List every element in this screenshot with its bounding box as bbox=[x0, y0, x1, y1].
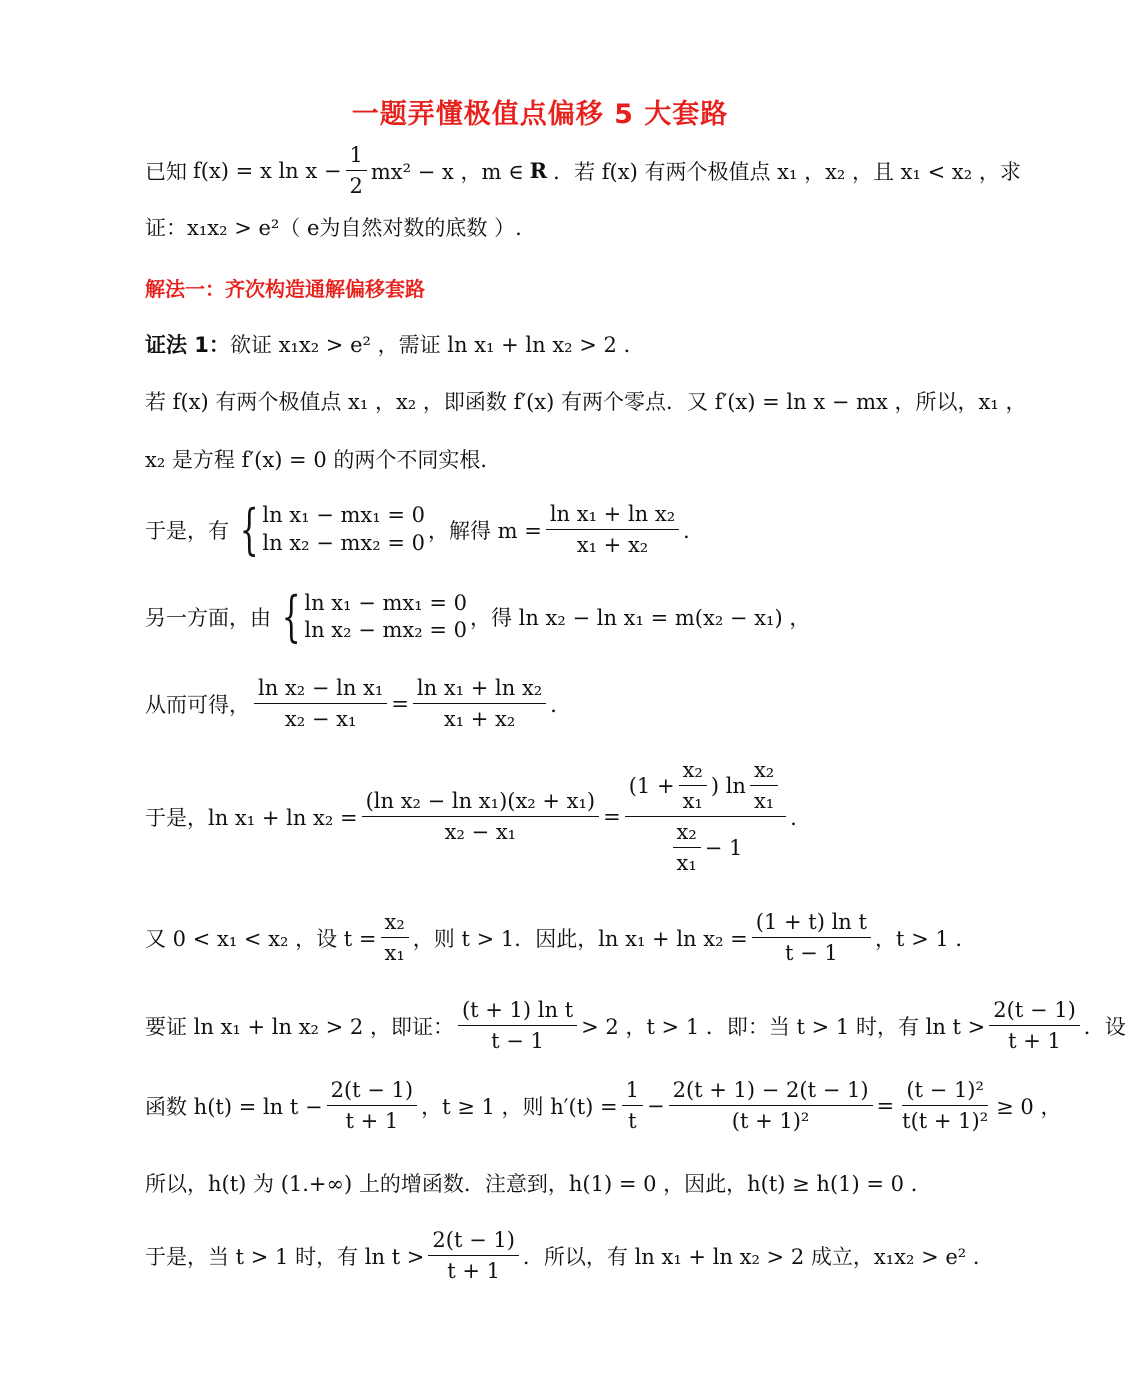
proof-line bbox=[145, 329, 645, 359]
right-fraction bbox=[413, 676, 546, 731]
fraction-numerator: (t − 1)² bbox=[902, 1078, 988, 1106]
derivative-line: 若 f(x) 有两个极值点 x₁ ，x₂ ，即函数 f′(x) 有两个零点．又 f′(x) = ln x − mx ，所以，x₁ ， bbox=[145, 390, 1027, 414]
simplified-fraction bbox=[898, 1078, 992, 1133]
document-title: 一题弄懂极值点偏移 5 大套路 bbox=[351, 99, 729, 130]
fraction-denominator: t + 1 bbox=[1008, 1029, 1061, 1053]
log-sum-suffix: ． bbox=[790, 805, 812, 830]
method1-heading: 解法一：齐次构造通解偏移套路 bbox=[145, 277, 425, 301]
fraction-numerator: (1 + t) ln t bbox=[752, 910, 871, 938]
function-h-prefix: 函数 h(t) = ln t − bbox=[145, 1094, 323, 1119]
fraction-denominator: t − 1 bbox=[491, 1029, 544, 1053]
fraction-denominator: t(t + 1)² bbox=[902, 1109, 989, 1133]
increasing-line: 所以，h(t) 为 (1.+∞) 上的增函数．注意到，h(1) = 0 ，因此，h(t) ≥ h(1) = 0 ． bbox=[145, 1172, 932, 1196]
fraction-numerator: ln x₂ − ln x₁ bbox=[254, 676, 387, 704]
fraction-numerator: x₂ bbox=[679, 758, 707, 786]
fraction-denominator: x₁ bbox=[384, 941, 405, 965]
fraction-denominator: t − 1 bbox=[784, 941, 838, 965]
conclusion-prefix: 于是，当 t > 1 时，有 ln t > bbox=[145, 1244, 425, 1269]
problem-expr-c: ．若 f(x) 有两个极值点 x₁ ，x₂ ，且 x₁ < x₂ ，求 bbox=[553, 159, 1021, 184]
close-paren-ln: ) ln bbox=[710, 773, 746, 798]
log-sum-prefix: 于是，ln x₁ + ln x₂ = bbox=[145, 805, 358, 830]
problem-intro: 已知 bbox=[145, 159, 187, 184]
fraction-numerator: (ln x₂ − ln x₁)(x₂ + x₁) bbox=[362, 789, 600, 817]
system-equation-2: ln x₂ − mx₂ = 0 bbox=[304, 618, 467, 643]
fraction-numerator: 1 bbox=[622, 1078, 643, 1106]
left-fraction bbox=[254, 676, 387, 731]
m-fraction bbox=[546, 502, 679, 557]
bound-fraction bbox=[989, 998, 1080, 1053]
ratio-x2-x1 bbox=[673, 820, 701, 875]
equals-sign: = bbox=[876, 1093, 895, 1118]
system-prefix: 于是，有 bbox=[145, 518, 229, 543]
fraction-denominator: (t + 1)² bbox=[731, 1109, 810, 1133]
substitution-suffix: ，t > 1 ． bbox=[874, 926, 977, 951]
problem-expr-a: f(x) = x ln x − bbox=[193, 158, 342, 183]
goal-prefix: 要证 ln x₁ + ln x₂ > 2 ，即证： bbox=[145, 1014, 454, 1039]
t-definition-fraction bbox=[381, 910, 409, 965]
proof-text: 欲证 x₁x₂ > e² ，需证 ln x₁ + ln x₂ > 2 ． bbox=[229, 333, 645, 357]
system-prefix: 另一方面，由 bbox=[145, 606, 271, 631]
product-fraction bbox=[362, 789, 600, 844]
fraction-numerator: x₂ bbox=[381, 910, 409, 938]
fraction-denominator: x₁ bbox=[753, 789, 775, 813]
system-suffix: ，得 ln x₂ − ln x₁ = m(x₂ − x₁) ， bbox=[469, 606, 811, 631]
system-suffix: ． bbox=[683, 518, 705, 543]
goal-suffix: ．设 bbox=[1083, 1014, 1126, 1039]
ratio-suffix: ． bbox=[550, 692, 572, 717]
fraction-denominator: t bbox=[628, 1109, 637, 1133]
one-over-t-fraction bbox=[622, 1078, 643, 1133]
compound-denominator bbox=[665, 817, 747, 875]
minus-sign: − bbox=[646, 1093, 665, 1118]
fraction-denominator: x₂ − x₁ bbox=[444, 820, 517, 844]
fraction-denominator: x₂ − x₁ bbox=[284, 707, 357, 731]
fraction-numerator: x₂ bbox=[673, 820, 701, 848]
fraction-denominator: 2 bbox=[349, 174, 363, 198]
ratio-equality-line bbox=[145, 676, 571, 731]
fraction-numerator: 2(t − 1) bbox=[327, 1078, 418, 1106]
goal-middle: > 2 ，t > 1 ．即：当 t > 1 时，有 ln t > bbox=[581, 1014, 986, 1039]
problem-line-1 bbox=[145, 143, 1021, 198]
goal-fraction bbox=[458, 998, 577, 1053]
fraction-numerator: 2(t − 1) bbox=[428, 1228, 519, 1256]
roots-line: x₂ 是方程 f′(x) = 0 的两个不同实根． bbox=[145, 448, 502, 472]
substitution-line bbox=[145, 910, 976, 965]
fraction-numerator: x₂ bbox=[750, 758, 778, 786]
proof-label: 证法 1： bbox=[145, 333, 230, 357]
equation-system bbox=[274, 585, 467, 649]
fraction-denominator: t + 1 bbox=[345, 1109, 399, 1133]
function-h-line bbox=[145, 1078, 1061, 1133]
brace-symbol: { bbox=[281, 585, 301, 649]
ratio-prefix: 从而可得， bbox=[145, 692, 250, 717]
minus-one: − 1 bbox=[704, 835, 743, 860]
log-sum-line bbox=[145, 758, 811, 875]
equation-system bbox=[232, 497, 425, 561]
fraction-denominator: t + 1 bbox=[447, 1259, 501, 1283]
function-h-suffix: ≥ 0 ， bbox=[996, 1094, 1062, 1119]
real-numbers-symbol: R bbox=[529, 158, 548, 183]
ratio-x2-x1 bbox=[679, 758, 707, 813]
ratio-x2-x1 bbox=[750, 758, 778, 813]
function-h-middle: ，t ≥ 1 ，则 h′(t) = bbox=[421, 1094, 618, 1119]
fraction-one-half bbox=[346, 143, 367, 198]
compound-fraction bbox=[625, 758, 786, 875]
fraction-denominator: x₁ bbox=[676, 851, 697, 875]
equals-sign: = bbox=[391, 691, 409, 716]
problem-line-2: 证：x₁x₂ > e²（ e为自然对数的底数 ）. bbox=[145, 216, 522, 240]
conclusion-fraction bbox=[428, 1228, 519, 1283]
system-difference-line bbox=[145, 585, 811, 649]
fraction-numerator: 2(t − 1) bbox=[989, 998, 1080, 1026]
brace-symbol: { bbox=[239, 497, 259, 561]
fraction-denominator: x₁ + x₂ bbox=[576, 533, 649, 557]
equals-sign: = bbox=[603, 804, 621, 829]
system-equation-1: ln x₁ − mx₁ = 0 bbox=[304, 591, 467, 615]
system-middle: ，解得 m = bbox=[427, 518, 542, 543]
goal-line bbox=[145, 998, 1126, 1053]
fraction-numerator: 2(t + 1) − 2(t − 1) bbox=[669, 1078, 873, 1106]
compound-numerator bbox=[625, 758, 786, 817]
fraction-numerator: 1 bbox=[346, 143, 367, 171]
fraction-denominator: x₁ + x₂ bbox=[443, 707, 516, 731]
derivative-fraction bbox=[669, 1078, 873, 1133]
open-paren-term: (1 + bbox=[628, 773, 675, 798]
h-fraction bbox=[327, 1078, 418, 1133]
system-equation-1: ln x₁ − mx₁ = 0 bbox=[262, 503, 425, 528]
substitution-prefix: 又 0 < x₁ < x₂ ，设 t = bbox=[145, 926, 377, 951]
system-solve-line bbox=[145, 497, 705, 561]
system-equation-2: ln x₂ − mx₂ = 0 bbox=[262, 530, 425, 555]
fraction-numerator: (t + 1) ln t bbox=[458, 998, 577, 1026]
fraction-numerator: ln x₁ + ln x₂ bbox=[413, 676, 546, 704]
problem-expr-b: mx² − x ，m ∈ bbox=[370, 159, 524, 184]
conclusion-line bbox=[145, 1228, 994, 1283]
substitution-middle: ，则 t > 1．因此，ln x₁ + ln x₂ = bbox=[412, 926, 748, 951]
t-expression-fraction bbox=[752, 910, 871, 965]
conclusion-suffix: ．所以，有 ln x₁ + ln x₂ > 2 成立，x₁x₂ > e² ． bbox=[522, 1244, 994, 1269]
fraction-denominator: x₁ bbox=[682, 789, 703, 813]
fraction-numerator: ln x₁ + ln x₂ bbox=[546, 502, 679, 530]
